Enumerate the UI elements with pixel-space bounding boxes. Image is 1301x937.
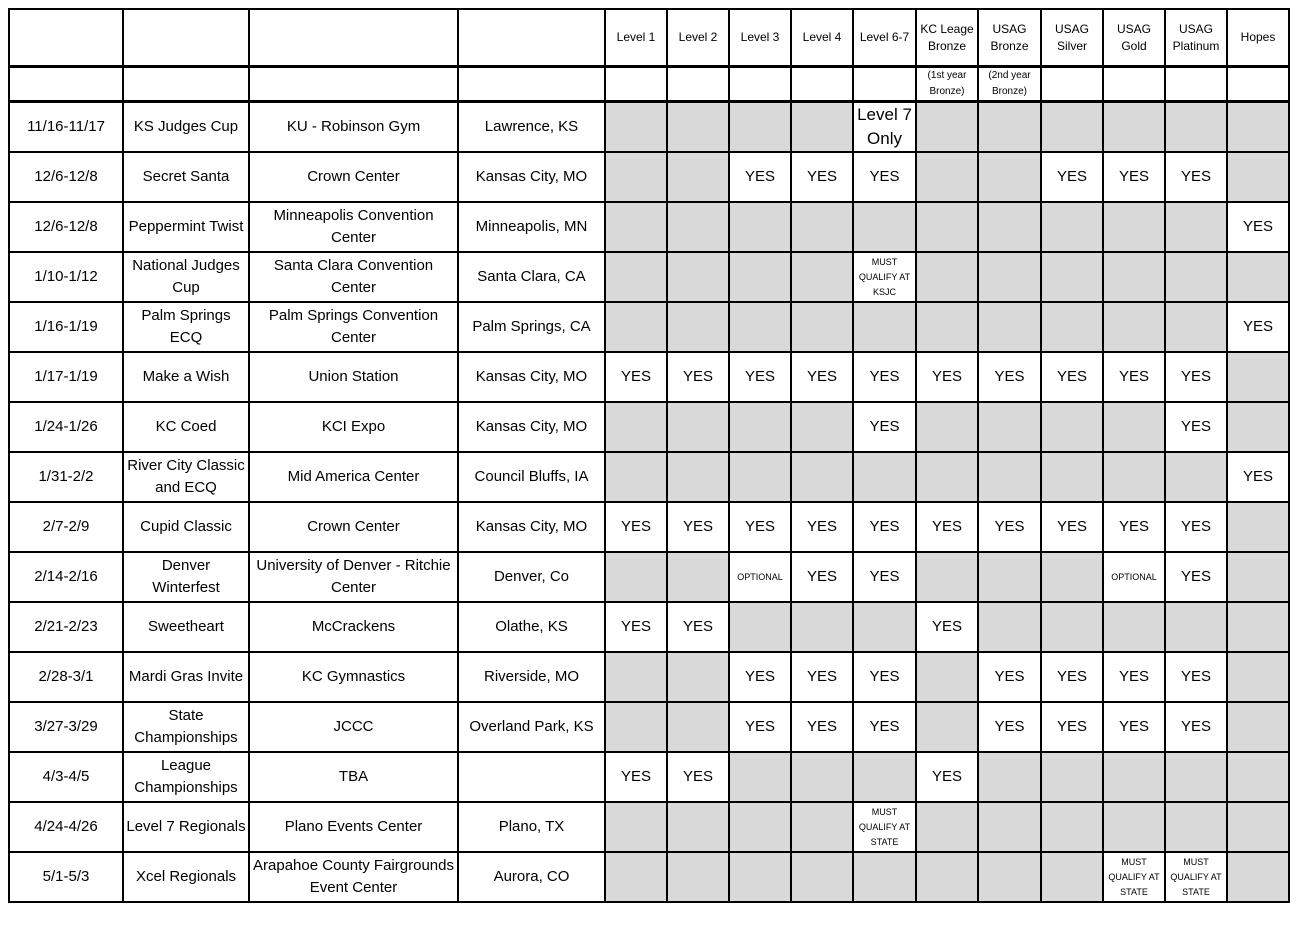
- table-row: [9, 452, 1289, 502]
- venue-cell: Santa Clara Convention Center: [249, 252, 458, 302]
- level-cell: [667, 452, 729, 502]
- location-cell: Olathe, KS: [458, 602, 605, 652]
- level-cell: YES: [1227, 452, 1289, 502]
- meet-cell: KS Judges Cup: [123, 102, 249, 153]
- level-cell: [667, 802, 729, 852]
- level-cell: YES: [853, 402, 916, 452]
- column-subheader: [458, 67, 605, 102]
- level-cell: [1227, 402, 1289, 452]
- level-cell: [978, 802, 1041, 852]
- level-cell: [916, 102, 978, 153]
- level-cell: [605, 152, 667, 202]
- level-cell: [1227, 652, 1289, 702]
- level-cell: [791, 802, 853, 852]
- column-subheader: (2nd year Bronze): [978, 67, 1041, 102]
- level-cell: [605, 652, 667, 702]
- table-row: [9, 752, 1289, 802]
- level-cell: [605, 402, 667, 452]
- column-subheader: [123, 67, 249, 102]
- level-cell: YES: [1041, 502, 1103, 552]
- location-cell: Kansas City, MO: [458, 402, 605, 452]
- level-cell: YES: [791, 502, 853, 552]
- date-cell: 2/28-3/1: [9, 652, 123, 702]
- level-cell: [791, 852, 853, 902]
- level-cell: [916, 302, 978, 352]
- column-subheader: (1st year Bronze): [916, 67, 978, 102]
- level-cell: [729, 252, 791, 302]
- level-cell: [978, 152, 1041, 202]
- meet-cell: Sweetheart: [123, 602, 249, 652]
- level-cell: [1227, 352, 1289, 402]
- table-row: [9, 202, 1289, 252]
- column-header: USAG Gold: [1103, 9, 1165, 67]
- level-cell: [853, 752, 916, 802]
- column-header: USAG Silver: [1041, 9, 1103, 67]
- level-cell: [1165, 752, 1227, 802]
- column-subheader: [9, 67, 123, 102]
- column-subheader: [853, 67, 916, 102]
- location-cell: Santa Clara, CA: [458, 252, 605, 302]
- location-cell: Council Bluffs, IA: [458, 452, 605, 502]
- level-cell: [605, 552, 667, 602]
- level-cell: MUST QUALIFY AT STATE: [853, 802, 916, 852]
- level-cell: [605, 802, 667, 852]
- level-cell: [1103, 452, 1165, 502]
- level-cell: [853, 302, 916, 352]
- date-cell: 11/16-11/17: [9, 102, 123, 153]
- level-cell: [605, 252, 667, 302]
- level-cell: [667, 402, 729, 452]
- column-header: USAG Platinum: [1165, 9, 1227, 67]
- level-cell: [1041, 402, 1103, 452]
- level-cell: [1165, 102, 1227, 153]
- location-cell: Aurora, CO: [458, 852, 605, 902]
- level-cell: [1041, 452, 1103, 502]
- level-cell: YES: [1165, 552, 1227, 602]
- level-cell: [1227, 852, 1289, 902]
- level-cell: YES: [978, 702, 1041, 752]
- column-header: USAG Bronze: [978, 9, 1041, 67]
- level-cell: YES: [853, 502, 916, 552]
- level-cell: [1165, 602, 1227, 652]
- column-header: [123, 9, 249, 67]
- level-cell: [1227, 502, 1289, 552]
- level-cell: YES: [853, 352, 916, 402]
- column-header: Level 4: [791, 9, 853, 67]
- table-row: [9, 152, 1289, 202]
- level-cell: [1227, 802, 1289, 852]
- level-cell: YES: [1165, 352, 1227, 402]
- level-cell: [1103, 202, 1165, 252]
- level-cell: [729, 102, 791, 153]
- level-cell: Level 7 Only: [853, 102, 916, 153]
- table-row: [9, 602, 1289, 652]
- level-cell: YES: [1041, 152, 1103, 202]
- table-row: [9, 702, 1289, 752]
- level-cell: YES: [916, 752, 978, 802]
- meet-cell: Xcel Regionals: [123, 852, 249, 902]
- date-cell: 12/6-12/8: [9, 152, 123, 202]
- level-cell: [605, 302, 667, 352]
- level-cell: YES: [1103, 652, 1165, 702]
- venue-cell: Crown Center: [249, 502, 458, 552]
- level-cell: YES: [916, 502, 978, 552]
- level-cell: YES: [667, 502, 729, 552]
- meet-schedule-table: [8, 8, 1290, 903]
- level-cell: [978, 302, 1041, 352]
- level-cell: YES: [978, 502, 1041, 552]
- table-row: [9, 802, 1289, 852]
- level-cell: [853, 202, 916, 252]
- venue-cell: TBA: [249, 752, 458, 802]
- meet-cell: Palm Springs ECQ: [123, 302, 249, 352]
- level-cell: [1227, 152, 1289, 202]
- level-cell: YES: [1041, 702, 1103, 752]
- level-cell: YES: [791, 702, 853, 752]
- level-cell: YES: [1103, 502, 1165, 552]
- level-cell: [853, 602, 916, 652]
- column-header: Level 6-7: [853, 9, 916, 67]
- subheader-row: [9, 67, 1289, 102]
- location-cell: Denver, Co: [458, 552, 605, 602]
- level-cell: YES: [853, 702, 916, 752]
- column-subheader: [605, 67, 667, 102]
- column-subheader: [1103, 67, 1165, 102]
- meet-cell: National Judges Cup: [123, 252, 249, 302]
- level-cell: MUST QUALIFY AT KSJC: [853, 252, 916, 302]
- date-cell: 4/3-4/5: [9, 752, 123, 802]
- column-subheader: [1041, 67, 1103, 102]
- meet-cell: River City Classic and ECQ: [123, 452, 249, 502]
- level-cell: YES: [729, 702, 791, 752]
- date-cell: 1/16-1/19: [9, 302, 123, 352]
- level-cell: [1103, 102, 1165, 153]
- venue-cell: McCrackens: [249, 602, 458, 652]
- level-cell: YES: [1165, 402, 1227, 452]
- level-cell: [605, 102, 667, 153]
- venue-cell: JCCC: [249, 702, 458, 752]
- level-cell: YES: [853, 152, 916, 202]
- level-cell: [1165, 252, 1227, 302]
- venue-cell: Minneapolis Convention Center: [249, 202, 458, 252]
- level-cell: [791, 302, 853, 352]
- location-cell: Kansas City, MO: [458, 352, 605, 402]
- level-cell: [667, 552, 729, 602]
- date-cell: 1/10-1/12: [9, 252, 123, 302]
- level-cell: YES: [1165, 502, 1227, 552]
- level-cell: [978, 402, 1041, 452]
- level-cell: [729, 802, 791, 852]
- level-cell: [729, 602, 791, 652]
- level-cell: [1041, 802, 1103, 852]
- level-cell: [978, 202, 1041, 252]
- level-cell: YES: [729, 352, 791, 402]
- level-cell: YES: [1103, 352, 1165, 402]
- level-cell: [1041, 302, 1103, 352]
- column-subheader: [791, 67, 853, 102]
- level-cell: [791, 602, 853, 652]
- level-cell: [916, 852, 978, 902]
- header-row: [9, 9, 1289, 67]
- level-cell: [1165, 802, 1227, 852]
- table-row: [9, 502, 1289, 552]
- level-cell: YES: [791, 352, 853, 402]
- level-cell: [1041, 552, 1103, 602]
- level-cell: [1103, 602, 1165, 652]
- level-cell: [791, 252, 853, 302]
- table-row: [9, 252, 1289, 302]
- level-cell: [605, 852, 667, 902]
- level-cell: YES: [853, 652, 916, 702]
- venue-cell: KU - Robinson Gym: [249, 102, 458, 153]
- meet-cell: League Championships: [123, 752, 249, 802]
- level-cell: [667, 202, 729, 252]
- level-cell: MUST QUALIFY AT STATE: [1103, 852, 1165, 902]
- date-cell: 4/24-4/26: [9, 802, 123, 852]
- table-row: [9, 102, 1289, 153]
- level-cell: [853, 852, 916, 902]
- level-cell: [978, 852, 1041, 902]
- level-cell: [1165, 202, 1227, 252]
- level-cell: [667, 152, 729, 202]
- level-cell: [916, 202, 978, 252]
- table-row: [9, 852, 1289, 902]
- level-cell: YES: [605, 752, 667, 802]
- location-cell: Kansas City, MO: [458, 152, 605, 202]
- level-cell: [978, 552, 1041, 602]
- level-cell: YES: [1103, 702, 1165, 752]
- level-cell: YES: [1165, 702, 1227, 752]
- column-header: KC Leage Bronze: [916, 9, 978, 67]
- level-cell: [853, 452, 916, 502]
- level-cell: [729, 402, 791, 452]
- level-cell: YES: [916, 352, 978, 402]
- level-cell: [916, 652, 978, 702]
- level-cell: [1227, 752, 1289, 802]
- level-cell: [605, 202, 667, 252]
- level-cell: YES: [605, 352, 667, 402]
- column-header: [9, 9, 123, 67]
- venue-cell: University of Denver - Ritchie Center: [249, 552, 458, 602]
- date-cell: 2/14-2/16: [9, 552, 123, 602]
- column-header: Level 2: [667, 9, 729, 67]
- level-cell: [1227, 252, 1289, 302]
- level-cell: YES: [729, 502, 791, 552]
- level-cell: [978, 602, 1041, 652]
- level-cell: YES: [791, 152, 853, 202]
- level-cell: [1103, 802, 1165, 852]
- column-header: Hopes: [1227, 9, 1289, 67]
- venue-cell: Union Station: [249, 352, 458, 402]
- level-cell: [791, 752, 853, 802]
- column-subheader: [729, 67, 791, 102]
- level-cell: [667, 102, 729, 153]
- level-cell: [1227, 102, 1289, 153]
- meet-cell: Cupid Classic: [123, 502, 249, 552]
- level-cell: [1165, 452, 1227, 502]
- level-cell: [1041, 752, 1103, 802]
- venue-cell: Arapahoe County Fairgrounds Event Center: [249, 852, 458, 902]
- level-cell: [729, 752, 791, 802]
- level-cell: [916, 252, 978, 302]
- table-row: [9, 302, 1289, 352]
- meet-cell: Make a Wish: [123, 352, 249, 402]
- column-subheader: [667, 67, 729, 102]
- meet-cell: Peppermint Twist: [123, 202, 249, 252]
- location-cell: [458, 752, 605, 802]
- level-cell: [729, 852, 791, 902]
- level-cell: YES: [791, 652, 853, 702]
- level-cell: YES: [1041, 652, 1103, 702]
- venue-cell: Crown Center: [249, 152, 458, 202]
- level-cell: [1227, 702, 1289, 752]
- meet-cell: State Championships: [123, 702, 249, 752]
- level-cell: [916, 152, 978, 202]
- level-cell: YES: [605, 602, 667, 652]
- location-cell: Overland Park, KS: [458, 702, 605, 752]
- level-cell: [916, 552, 978, 602]
- level-cell: [605, 452, 667, 502]
- level-cell: [605, 702, 667, 752]
- level-cell: [1165, 302, 1227, 352]
- location-cell: Lawrence, KS: [458, 102, 605, 153]
- level-cell: YES: [667, 752, 729, 802]
- column-header: Level 1: [605, 9, 667, 67]
- level-cell: [1041, 852, 1103, 902]
- level-cell: YES: [729, 152, 791, 202]
- table-row: [9, 352, 1289, 402]
- level-cell: OPTIONAL: [729, 552, 791, 602]
- meet-cell: Secret Santa: [123, 152, 249, 202]
- level-cell: [1103, 752, 1165, 802]
- column-subheader: [1165, 67, 1227, 102]
- level-cell: [1041, 252, 1103, 302]
- level-cell: [729, 452, 791, 502]
- level-cell: [1041, 102, 1103, 153]
- date-cell: 5/1-5/3: [9, 852, 123, 902]
- level-cell: [916, 702, 978, 752]
- venue-cell: Plano Events Center: [249, 802, 458, 852]
- column-subheader: [1227, 67, 1289, 102]
- level-cell: [667, 252, 729, 302]
- date-cell: 2/21-2/23: [9, 602, 123, 652]
- venue-cell: KCI Expo: [249, 402, 458, 452]
- column-header: [458, 9, 605, 67]
- meet-cell: KC Coed: [123, 402, 249, 452]
- level-cell: [978, 102, 1041, 153]
- date-cell: 1/17-1/19: [9, 352, 123, 402]
- level-cell: [791, 102, 853, 153]
- level-cell: [791, 452, 853, 502]
- level-cell: [1103, 252, 1165, 302]
- date-cell: 3/27-3/29: [9, 702, 123, 752]
- level-cell: YES: [791, 552, 853, 602]
- level-cell: YES: [853, 552, 916, 602]
- level-cell: [667, 852, 729, 902]
- level-cell: YES: [1227, 202, 1289, 252]
- venue-cell: Palm Springs Convention Center: [249, 302, 458, 352]
- level-cell: [1103, 402, 1165, 452]
- level-cell: YES: [1227, 302, 1289, 352]
- level-cell: [1041, 202, 1103, 252]
- level-cell: [791, 402, 853, 452]
- meet-cell: Mardi Gras Invite: [123, 652, 249, 702]
- date-cell: 2/7-2/9: [9, 502, 123, 552]
- location-cell: Plano, TX: [458, 802, 605, 852]
- level-cell: YES: [916, 602, 978, 652]
- location-cell: Minneapolis, MN: [458, 202, 605, 252]
- level-cell: [1041, 602, 1103, 652]
- level-cell: [978, 252, 1041, 302]
- level-cell: [916, 452, 978, 502]
- level-cell: YES: [1165, 152, 1227, 202]
- column-subheader: [249, 67, 458, 102]
- table-row: [9, 552, 1289, 602]
- table-row: [9, 652, 1289, 702]
- level-cell: YES: [978, 652, 1041, 702]
- level-cell: [1227, 552, 1289, 602]
- level-cell: YES: [1165, 652, 1227, 702]
- level-cell: OPTIONAL: [1103, 552, 1165, 602]
- location-cell: Kansas City, MO: [458, 502, 605, 552]
- level-cell: YES: [667, 602, 729, 652]
- level-cell: YES: [1103, 152, 1165, 202]
- level-cell: [729, 202, 791, 252]
- level-cell: [978, 452, 1041, 502]
- level-cell: [791, 202, 853, 252]
- level-cell: YES: [1041, 352, 1103, 402]
- level-cell: YES: [605, 502, 667, 552]
- level-cell: [667, 702, 729, 752]
- level-cell: YES: [978, 352, 1041, 402]
- level-cell: MUST QUALIFY AT STATE: [1165, 852, 1227, 902]
- level-cell: YES: [667, 352, 729, 402]
- column-header: [249, 9, 458, 67]
- level-cell: [667, 302, 729, 352]
- table-row: [9, 402, 1289, 452]
- column-header: Level 3: [729, 9, 791, 67]
- date-cell: 1/24-1/26: [9, 402, 123, 452]
- level-cell: [667, 652, 729, 702]
- meet-cell: Denver Winterfest: [123, 552, 249, 602]
- date-cell: 12/6-12/8: [9, 202, 123, 252]
- level-cell: [1227, 602, 1289, 652]
- meet-cell: Level 7 Regionals: [123, 802, 249, 852]
- venue-cell: KC Gymnastics: [249, 652, 458, 702]
- location-cell: Palm Springs, CA: [458, 302, 605, 352]
- level-cell: [916, 802, 978, 852]
- level-cell: [978, 752, 1041, 802]
- location-cell: Riverside, MO: [458, 652, 605, 702]
- date-cell: 1/31-2/2: [9, 452, 123, 502]
- venue-cell: Mid America Center: [249, 452, 458, 502]
- level-cell: [916, 402, 978, 452]
- level-cell: [729, 302, 791, 352]
- level-cell: [1103, 302, 1165, 352]
- level-cell: YES: [729, 652, 791, 702]
